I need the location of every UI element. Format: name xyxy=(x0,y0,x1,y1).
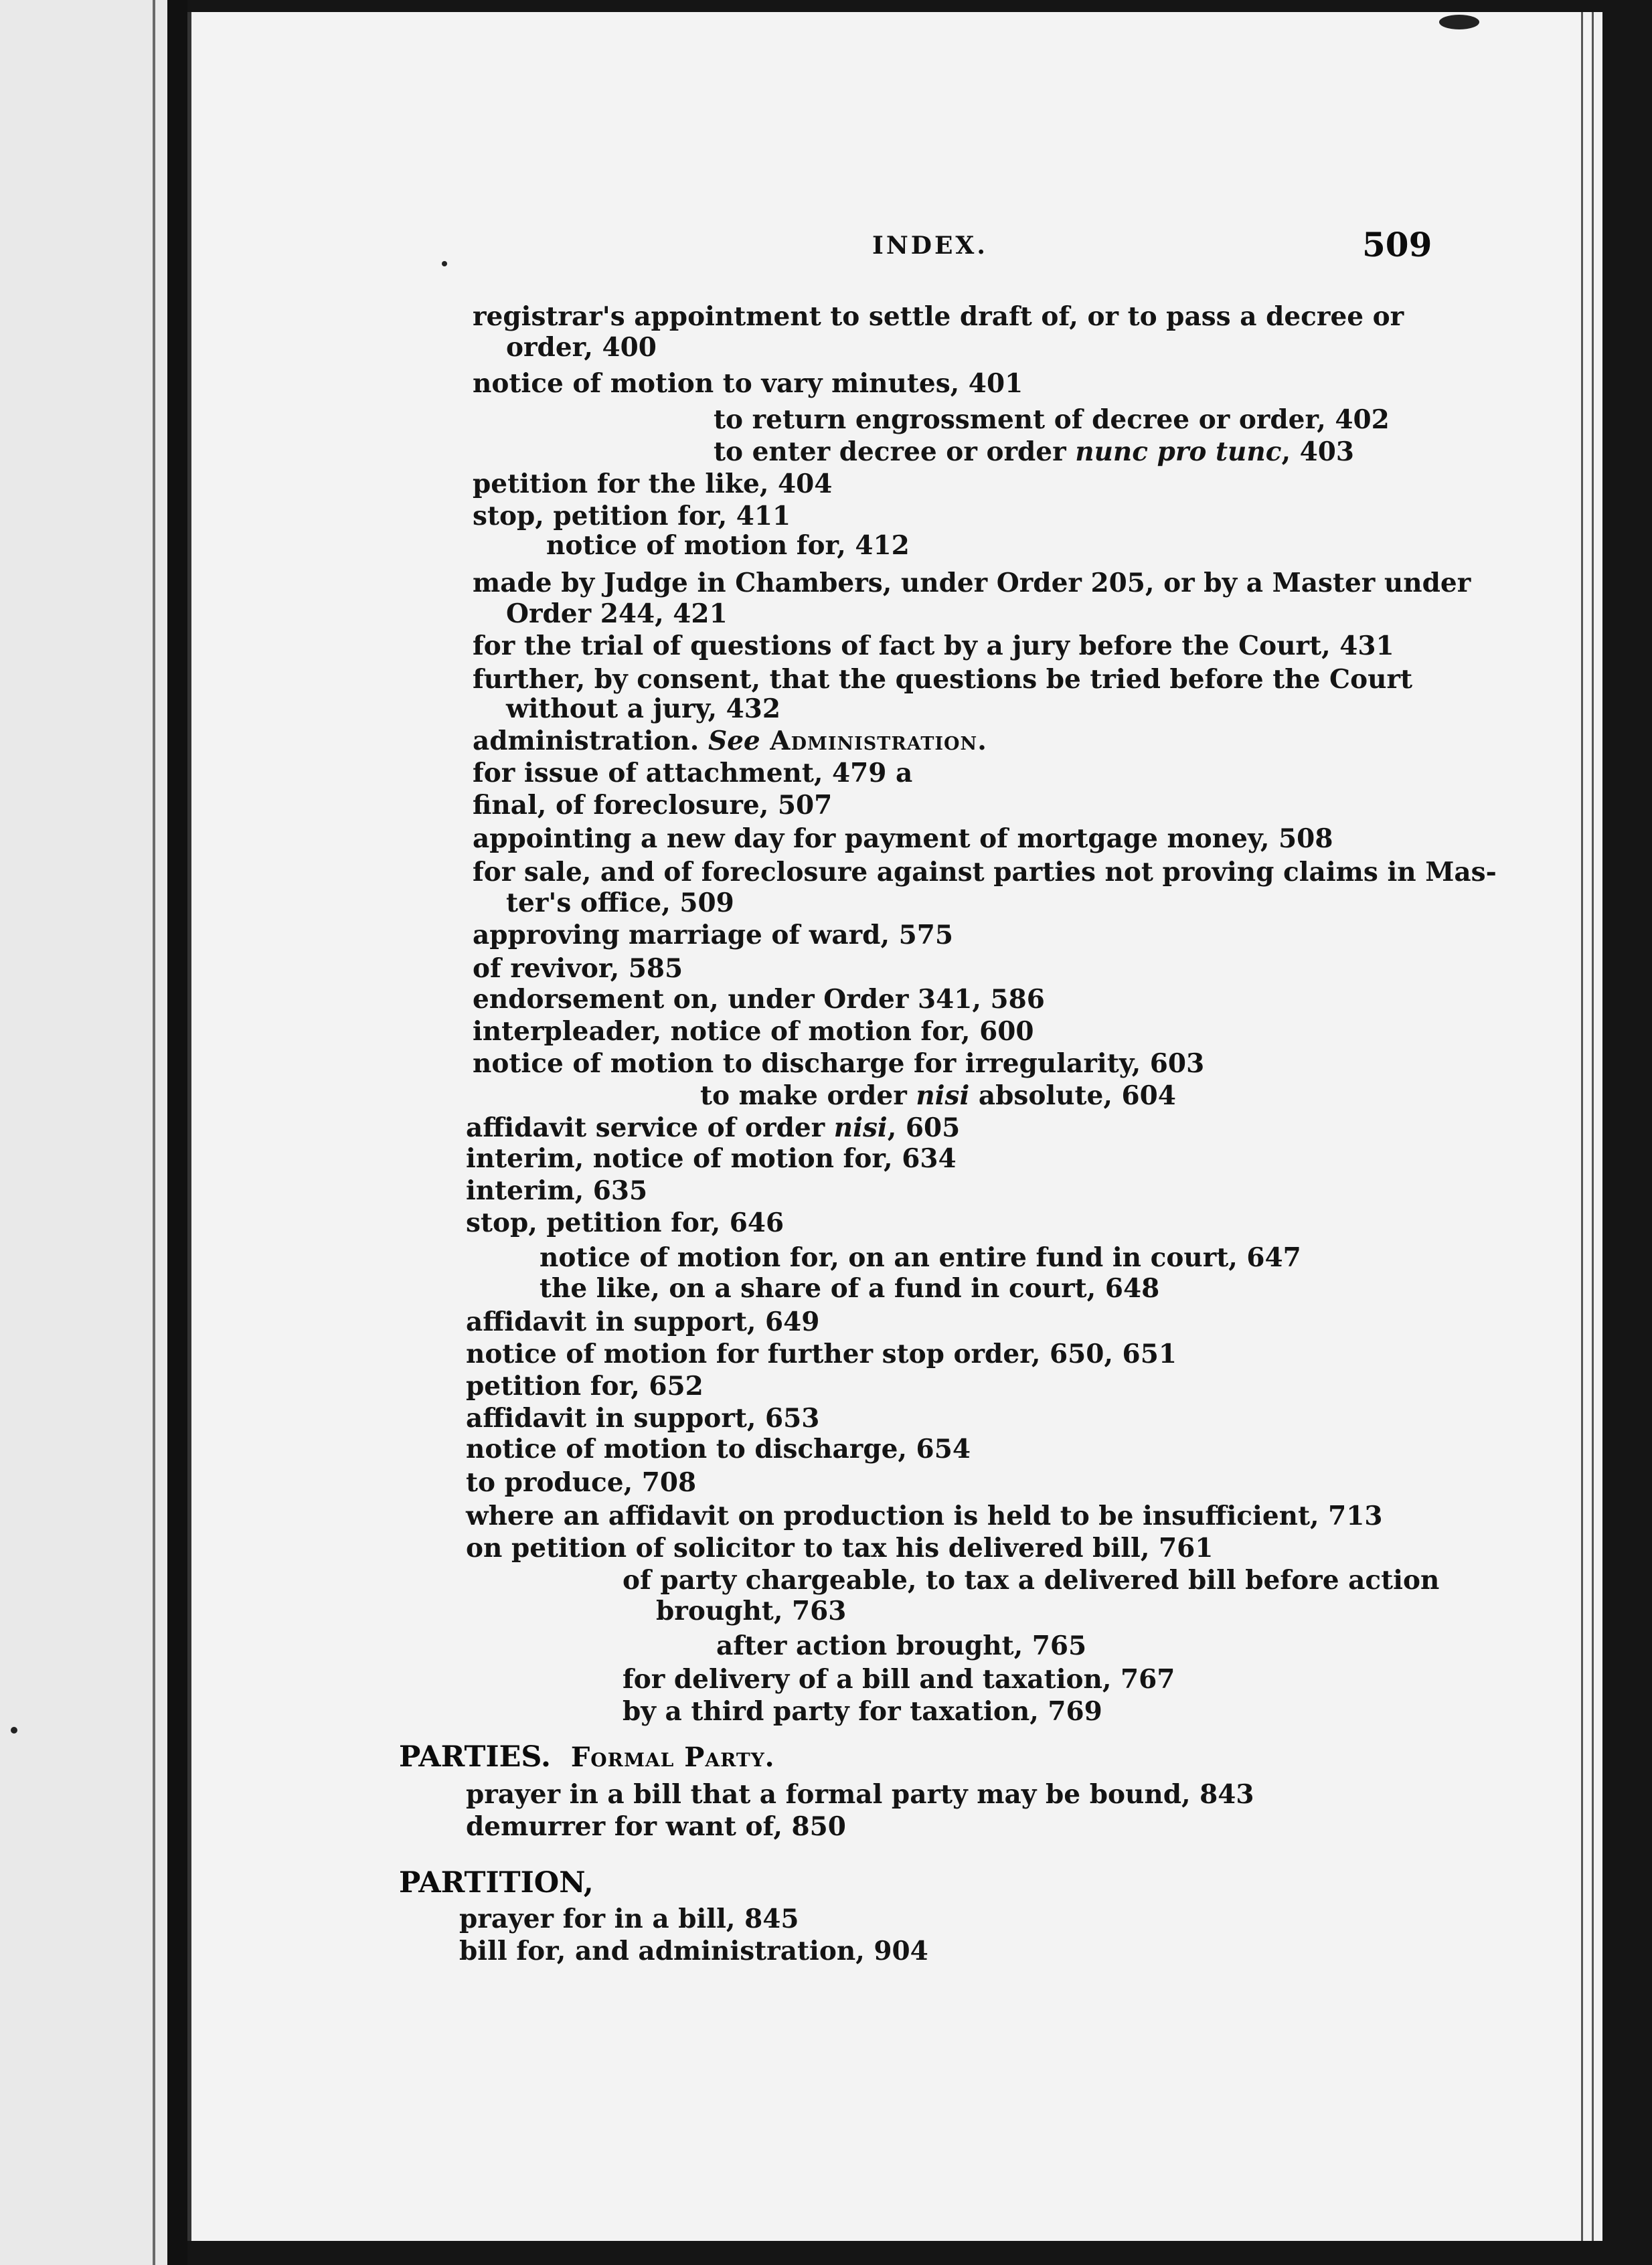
index-entry: to produce, 708 xyxy=(466,1467,697,1498)
facing-page-edge xyxy=(153,0,155,2265)
index-entry: interim, 635 xyxy=(466,1175,648,1206)
index-entry: without a jury, 432 xyxy=(506,693,781,724)
running-header: INDEX. xyxy=(872,232,988,260)
index-entry: prayer for in a bill, 845 xyxy=(459,1904,799,1934)
index-entry: further, by consent, that the questions be tried before the Court xyxy=(473,664,1412,695)
section-heading-parties: PARTIES. Formal Party. xyxy=(399,1740,775,1774)
index-entry: demurrer for want of, 850 xyxy=(466,1811,846,1842)
section-heading-partition: PARTITION, xyxy=(399,1866,594,1900)
index-entry: affidavit service of order nisi, 605 xyxy=(466,1112,961,1143)
index-entry: petition for, 652 xyxy=(466,1371,704,1402)
index-entry: where an affidavit on production is held to be insufficient, 713 xyxy=(466,1501,1383,1531)
index-entry: for delivery of a bill and taxation, 767 xyxy=(623,1664,1175,1695)
index-entry: to enter decree or order nunc pro tunc, 403 xyxy=(714,436,1355,467)
index-entry: interpleader, notice of motion for, 600 xyxy=(473,1016,1034,1047)
index-entry: appointing a new day for payment of mortgage money, 508 xyxy=(473,823,1333,854)
index-entry: of party chargeable, to tax a delivered bill before action xyxy=(623,1565,1440,1596)
index-entry: prayer in a bill that a formal party may be bound, 843 xyxy=(466,1779,1254,1810)
index-entry: Order 244, 421 xyxy=(506,598,728,629)
ink-speck xyxy=(442,261,447,266)
index-entry: the like, on a share of a fund in court, 648 xyxy=(540,1273,1160,1304)
index-entry: stop, petition for, 411 xyxy=(473,501,791,531)
index-entry: made by Judge in Chambers, under Order 205, or by a Master under xyxy=(473,568,1471,598)
index-entry: notice of motion for further stop order, 650, 651 xyxy=(466,1339,1177,1369)
index-entry: registrar's appointment to settle draft of, or to pass a decree or xyxy=(473,301,1404,332)
index-entry: affidavit in support, 653 xyxy=(466,1403,820,1434)
index-entry: notice of motion to discharge, 654 xyxy=(466,1434,971,1464)
index-entry: ter's office, 509 xyxy=(506,888,734,918)
index-entry: after action brought, 765 xyxy=(716,1630,1087,1661)
index-entry: administration. See Administration. xyxy=(473,726,987,756)
index-entry: for the trial of questions of fact by a jury before the Court, 431 xyxy=(473,631,1394,661)
index-entry: notice of motion to discharge for irregularity, 603 xyxy=(473,1048,1205,1079)
index-entry: to make order nisi absolute, 604 xyxy=(700,1080,1176,1111)
index-entry: for issue of attachment, 479 a xyxy=(473,758,913,788)
index-entry: notice of motion to vary minutes, 401 xyxy=(473,368,1023,399)
index-entry: on petition of solicitor to tax his delivered bill, 761 xyxy=(466,1533,1214,1564)
index-entry: approving marriage of ward, 575 xyxy=(473,920,954,950)
index-entry: final, of foreclosure, 507 xyxy=(473,790,833,821)
index-entry: bill for, and administration, 904 xyxy=(459,1936,928,1966)
index-entry: petition for the like, 404 xyxy=(473,469,833,499)
page-edge-line xyxy=(1581,12,1583,2241)
facing-page xyxy=(0,0,167,2265)
index-entry: endorsement on, under Order 341, 586 xyxy=(473,984,1045,1015)
page-corner-mark xyxy=(1439,15,1479,29)
index-entry: by a third party for taxation, 769 xyxy=(623,1696,1102,1727)
index-entry: notice of motion for, 412 xyxy=(546,530,910,561)
index-entry: of revivor, 585 xyxy=(473,953,683,984)
index-entry: brought, 763 xyxy=(656,1596,847,1626)
index-entry: stop, petition for, 646 xyxy=(466,1207,784,1238)
index-entry: notice of motion for, on an entire fund in court, 647 xyxy=(540,1242,1301,1273)
page-edge-line xyxy=(1592,12,1594,2241)
index-entry: interim, notice of motion for, 634 xyxy=(466,1143,957,1174)
index-entry: order, 400 xyxy=(506,332,657,363)
index-entry: affidavit in support, 649 xyxy=(466,1307,820,1337)
page-number: 509 xyxy=(1362,225,1432,264)
index-entry: for sale, and of foreclosure against parties not proving claims in Mas- xyxy=(473,857,1497,888)
ink-speck xyxy=(11,1727,17,1734)
index-entry: to return engrossment of decree or order, 402 xyxy=(714,404,1390,435)
book-gutter xyxy=(167,0,187,2265)
